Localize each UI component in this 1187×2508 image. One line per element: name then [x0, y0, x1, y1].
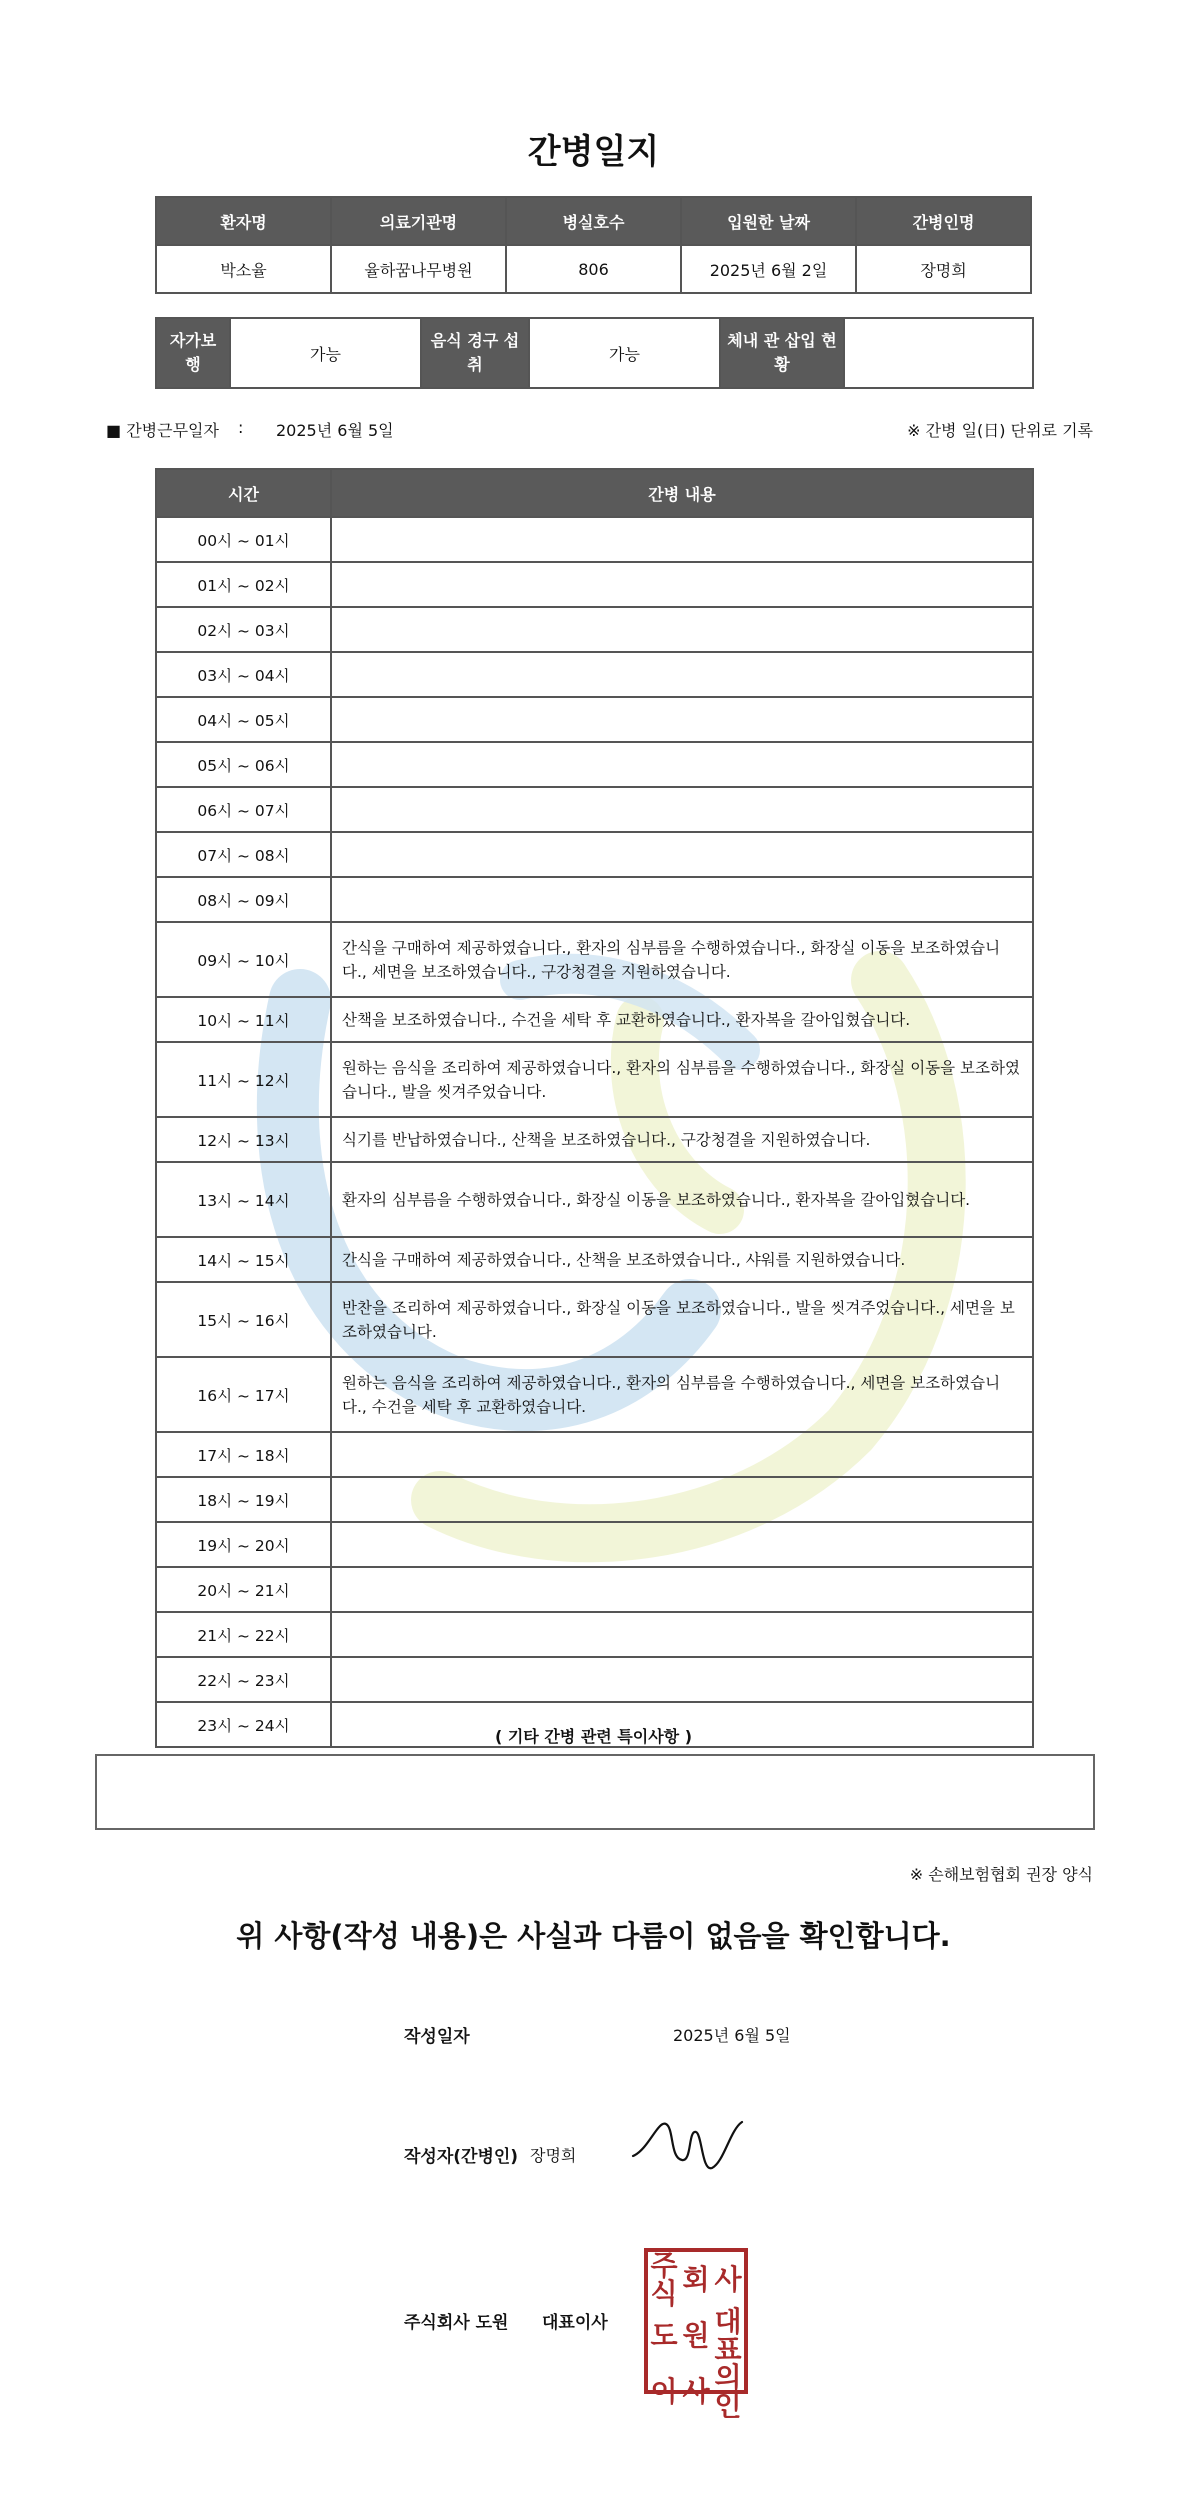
association-form-note: ※ 손해보험협회 권장 양식 — [909, 1865, 1093, 1884]
care-log-content — [331, 697, 1033, 742]
care-log-content — [331, 562, 1033, 607]
care-log-time: 11시 ~ 12시 — [156, 1042, 331, 1117]
care-log-row — [156, 832, 1033, 877]
care-log-time: 07시 ~ 08시 — [156, 832, 331, 877]
care-log-row — [156, 997, 1033, 1042]
care-log-content — [331, 742, 1033, 787]
hospital-name-header: 의료기관명 — [331, 197, 506, 245]
daily-record-note: ※ 간병 일(日) 단위로 기록 — [907, 421, 1093, 440]
work-date-label: ■ 간병근무일자 — [106, 421, 219, 440]
handwritten-signature — [630, 2110, 750, 2180]
care-log-time: 06시 ~ 07시 — [156, 787, 331, 832]
patient-info-header-row — [156, 197, 1031, 245]
care-log-row — [156, 517, 1033, 562]
care-log-content: 간식을 구매하여 제공하였습니다., 산책을 보조하였습니다., 샤워를 지원하였습니다. — [331, 1237, 1033, 1282]
care-log-time: 21시 ~ 22시 — [156, 1612, 331, 1657]
care-log-time: 01시 ~ 02시 — [156, 562, 331, 607]
care-log-content — [331, 1612, 1033, 1657]
care-log-time: 05시 ~ 06시 — [156, 742, 331, 787]
care-log-time: 18시 ~ 19시 — [156, 1477, 331, 1522]
care-log-time: 15시 ~ 16시 — [156, 1282, 331, 1357]
care-log-row — [156, 1117, 1033, 1162]
caregiver-name-header: 간병인명 — [856, 197, 1031, 245]
care-log-content: 간식을 구매하여 제공하였습니다., 환자의 심부름을 수행하였습니다., 화장실 이동을 보조하였습니다., 세면을 보조하였습니다., 구강청결을 지원하였습니다. — [331, 922, 1033, 997]
care-log-row — [156, 697, 1033, 742]
care-log-row — [156, 562, 1033, 607]
self-walk-label: 자가보행 — [156, 318, 230, 388]
patient-info-table — [155, 196, 1032, 294]
written-date-label: 작성일자 — [404, 2027, 470, 2047]
patient-name-header: 환자명 — [156, 197, 331, 245]
oral-intake-label: 음식 경구 섭취 — [421, 318, 529, 388]
care-log-row — [156, 922, 1033, 997]
care-log-row — [156, 787, 1033, 832]
written-date-value: 2025년 6월 5일 — [673, 2026, 791, 2045]
extra-notes-label: ( 기타 간병 관련 특이사항 ) — [494, 1727, 693, 1746]
care-log-row — [156, 1162, 1033, 1237]
care-log-row — [156, 1237, 1033, 1282]
patient-name-value: 박소율 — [156, 245, 331, 293]
care-log-content — [331, 832, 1033, 877]
care-log-content: 환자의 심부름을 수행하였습니다., 화장실 이동을 보조하였습니다., 환자복을 갈아입혔습니다. — [331, 1162, 1033, 1237]
care-log-content — [331, 652, 1033, 697]
care-log-row — [156, 1522, 1033, 1567]
caregiver-name-value: 장명희 — [856, 245, 1031, 293]
writer-label: 작성자(간병인) — [404, 2147, 519, 2167]
care-log-time: 09시 ~ 10시 — [156, 922, 331, 997]
oral-intake-value: 가능 — [529, 318, 720, 388]
care-log-row — [156, 652, 1033, 697]
care-log-time: 00시 ~ 01시 — [156, 517, 331, 562]
care-log-time: 19시 ~ 20시 — [156, 1522, 331, 1567]
care-log-content: 산책을 보조하였습니다., 수건을 세탁 후 교환하였습니다., 환자복을 갈아입혔습니다. — [331, 997, 1033, 1042]
company-name: 주식회사 도원 — [404, 2313, 509, 2333]
tube-insertion-label: 체내 관 삽입 현황 — [720, 318, 844, 388]
care-log-time: 03시 ~ 04시 — [156, 652, 331, 697]
care-log-time: 22시 ~ 23시 — [156, 1657, 331, 1702]
care-log-row — [156, 1567, 1033, 1612]
time-column-header: 시간 — [156, 469, 331, 517]
work-date-colon: : — [238, 418, 244, 437]
care-log-content: 원하는 음식을 조리하여 제공하였습니다., 환자의 심부름을 수행하였습니다., 화장실 이동을 보조하였습니다., 발을 씻겨주었습니다. — [331, 1042, 1033, 1117]
ceo-label: 대표이사 — [542, 2313, 608, 2333]
care-log-content — [331, 607, 1033, 652]
care-log-row — [156, 742, 1033, 787]
care-log-row — [156, 1042, 1033, 1117]
room-number-value: 806 — [506, 245, 681, 293]
care-log-row — [156, 1657, 1033, 1702]
care-log-time: 17시 ~ 18시 — [156, 1432, 331, 1477]
care-log-time: 16시 ~ 17시 — [156, 1357, 331, 1432]
care-log-row — [156, 877, 1033, 922]
care-log-row — [156, 607, 1033, 652]
care-log-content — [331, 517, 1033, 562]
care-log-content: 식기를 반납하였습니다., 산책을 보조하였습니다., 구강청결을 지원하였습니다. — [331, 1117, 1033, 1162]
care-log-content: 반찬을 조리하여 제공하였습니다., 화장실 이동을 보조하였습니다., 발을 씻겨주었습니다., 세면을 보조하였습니다. — [331, 1282, 1033, 1357]
care-log-content — [331, 1657, 1033, 1702]
care-log-time: 14시 ~ 15시 — [156, 1237, 331, 1282]
patient-status-table — [155, 317, 1034, 389]
care-log-time: 13시 ~ 14시 — [156, 1162, 331, 1237]
self-walk-value: 가능 — [230, 318, 421, 388]
care-log-content — [331, 1567, 1033, 1612]
care-log-time: 20시 ~ 21시 — [156, 1567, 331, 1612]
care-log-content — [331, 1477, 1033, 1522]
company-seal-stamp: 주식 회 사 도 원 대표 이 사 의인 — [644, 2248, 748, 2394]
admission-date-header: 입원한 날짜 — [681, 197, 856, 245]
care-log-table — [155, 468, 1034, 1748]
care-log-header-row — [156, 469, 1033, 517]
hospital-name-value: 율하꿈나무병원 — [331, 245, 506, 293]
patient-status-row — [156, 318, 1033, 388]
care-log-row — [156, 1357, 1033, 1432]
care-log-time: 10시 ~ 11시 — [156, 997, 331, 1042]
care-log-content — [331, 877, 1033, 922]
care-log-content: 원하는 음식을 조리하여 제공하였습니다., 환자의 심부름을 수행하였습니다., 세면을 보조하였습니다., 수건을 세탁 후 교환하였습니다. — [331, 1357, 1033, 1432]
document-title: 간병일지 — [527, 132, 660, 172]
care-log-time: 04시 ~ 05시 — [156, 697, 331, 742]
extra-notes-box — [95, 1754, 1095, 1830]
work-date-value: 2025년 6월 5일 — [276, 421, 394, 440]
care-log-content — [331, 787, 1033, 832]
patient-info-value-row — [156, 245, 1031, 293]
care-log-content — [331, 1432, 1033, 1477]
care-log-row — [156, 1282, 1033, 1357]
content-column-header: 간병 내용 — [331, 469, 1033, 517]
tube-insertion-value — [844, 318, 1033, 388]
room-number-header: 병실호수 — [506, 197, 681, 245]
writer-name: 장명희 — [530, 2146, 577, 2165]
care-log-row — [156, 1432, 1033, 1477]
care-log-time: 12시 ~ 13시 — [156, 1117, 331, 1162]
care-log-time: 23시 ~ 24시 — [156, 1702, 331, 1747]
care-log-content — [331, 1522, 1033, 1567]
care-log-time: 08시 ~ 09시 — [156, 877, 331, 922]
care-log-row — [156, 1612, 1033, 1657]
care-log-row — [156, 1477, 1033, 1522]
confirmation-statement: 위 사항(작성 내용)은 사실과 다름이 없음을 확인합니다. — [236, 1919, 951, 1953]
care-log-time: 02시 ~ 03시 — [156, 607, 331, 652]
admission-date-value: 2025년 6월 2일 — [681, 245, 856, 293]
